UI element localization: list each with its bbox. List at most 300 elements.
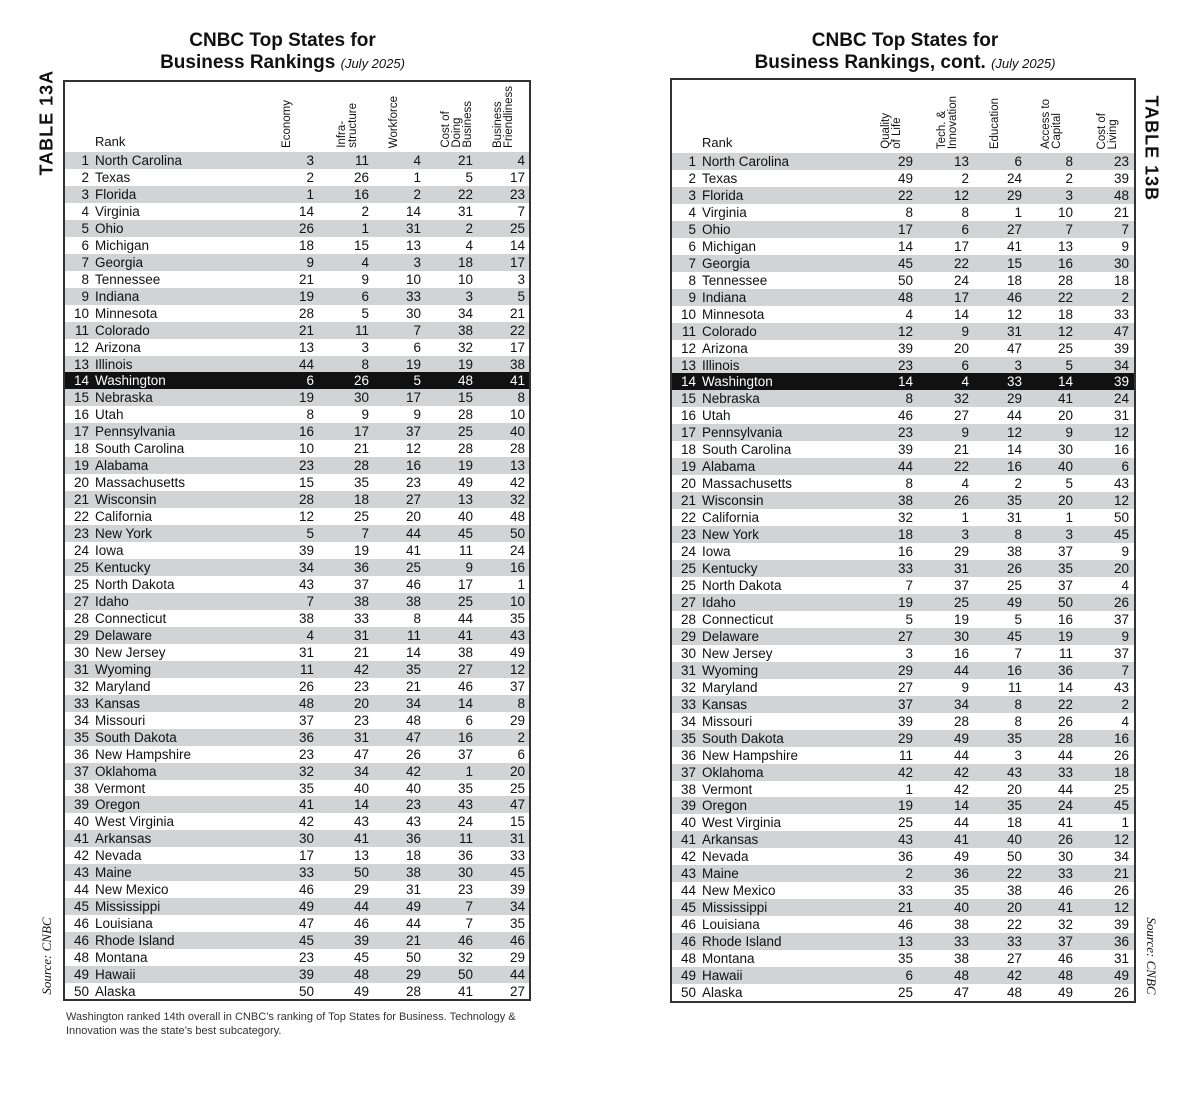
rank-cell: 21 (405, 678, 421, 694)
rank-cell: 6 (961, 357, 969, 373)
rank-cell: 5 (905, 611, 913, 627)
rank-value: 36 (73, 746, 89, 762)
table-row (65, 339, 529, 356)
rank-cell: 41 (457, 984, 473, 1000)
rank-cell: 19 (298, 390, 314, 406)
rank-cell: 17 (509, 169, 525, 185)
rank-cell: 47 (1113, 323, 1129, 339)
rank-cell: 2 (905, 866, 913, 882)
rank-value: 25 (73, 577, 89, 592)
rank-cell: 7 (465, 899, 473, 915)
rank-header: Rank (702, 135, 733, 150)
rank-cell: 18 (457, 254, 473, 270)
rank-cell: 33 (897, 561, 913, 577)
rank-cell: 31 (1006, 323, 1022, 339)
rank-cell: 25 (953, 594, 969, 610)
rank-cell: 39 (298, 543, 314, 559)
rank-cell: 38 (897, 493, 913, 509)
rank-cell: 34 (1113, 849, 1129, 865)
rank-cell: 13 (298, 339, 314, 355)
table-row (672, 747, 1134, 764)
rank-cell: 49 (897, 170, 913, 186)
rank-cell: 20 (405, 509, 421, 525)
state-name: Missouri (702, 713, 753, 729)
rank-cell: 8 (1014, 696, 1022, 712)
rank-value: 27 (73, 593, 89, 609)
rank-cell: 14 (953, 798, 969, 814)
rank-value: 31 (680, 662, 696, 678)
rank-cell: 40 (1006, 832, 1022, 848)
table-row (65, 661, 529, 678)
rank-cell: 9 (1121, 238, 1129, 254)
rank-cell: 47 (953, 985, 969, 1001)
rank-cell: 6 (1014, 154, 1022, 169)
right-title (720, 30, 1090, 75)
rank-cell: 43 (298, 577, 314, 592)
rank-cell: 3 (1014, 747, 1022, 763)
rank-cell: 50 (1113, 510, 1129, 526)
rank-cell: 31 (405, 220, 421, 236)
rank-value: 1 (688, 154, 696, 169)
rank-value: 35 (680, 730, 696, 746)
rank-value: 32 (73, 678, 89, 694)
table-row (65, 949, 529, 966)
state-name: Montana (702, 951, 755, 967)
table-row (672, 407, 1134, 424)
rank-value: 36 (680, 747, 696, 763)
rank-cell: 22 (953, 459, 969, 475)
rank-cell: 43 (353, 814, 369, 830)
state-name: Indiana (95, 288, 140, 304)
rank-cell: 14 (353, 797, 369, 813)
rank-cell: 42 (1006, 968, 1022, 984)
state-name: New York (702, 527, 760, 543)
rank-cell: 49 (509, 644, 525, 660)
state-name: Vermont (702, 781, 753, 797)
rank-cell: 23 (298, 458, 314, 474)
rank-cell: 2 (1121, 289, 1129, 305)
rank-cell: 42 (953, 764, 969, 780)
rank-cell: 36 (405, 831, 421, 847)
rank-cell: 1 (1121, 815, 1129, 831)
rank-cell: 41 (1057, 391, 1073, 407)
rank-cell: 30 (405, 305, 421, 321)
rank-cell: 5 (306, 526, 314, 542)
rank-cell: 21 (509, 305, 525, 321)
rank-cell: 43 (509, 627, 525, 643)
state-name: Arkansas (702, 832, 759, 848)
table-row (672, 204, 1134, 221)
rank-cell: 8 (905, 476, 913, 492)
rank-value: 5 (81, 220, 89, 236)
table-13a (63, 80, 531, 1001)
rank-value: 37 (73, 763, 89, 779)
rank-cell: 25 (1057, 340, 1073, 356)
rank-value: 10 (73, 305, 89, 321)
rank-cell: 10 (457, 271, 473, 287)
rank-value: 43 (73, 865, 89, 881)
rank-cell: 35 (298, 780, 314, 796)
rank-cell: 39 (298, 967, 314, 983)
rank-cell: 25 (509, 780, 525, 796)
rank-cell: 9 (361, 407, 369, 423)
state-name: South Carolina (95, 441, 185, 457)
rank-cell: 3 (306, 153, 314, 168)
rank-cell: 28 (1057, 272, 1073, 288)
rank-cell: 5 (413, 373, 421, 389)
rank-value: 16 (680, 408, 696, 424)
left-title-date: (July 2025) (340, 56, 405, 71)
rank-value: 8 (688, 272, 696, 288)
rank-cell: 8 (1014, 527, 1022, 543)
rank-cell: 3 (413, 254, 421, 270)
rank-cell: 8 (517, 695, 525, 711)
rank-cell: 7 (413, 322, 421, 338)
table-row (672, 306, 1134, 323)
table-row (672, 577, 1134, 594)
rank-cell: 19 (457, 356, 473, 372)
rank-cell: 17 (509, 254, 525, 270)
rank-cell: 33 (897, 883, 913, 899)
rank-cell: 8 (413, 610, 421, 626)
rank-value: 20 (680, 476, 696, 492)
rank-cell: 39 (897, 340, 913, 356)
rank-cell: 38 (405, 593, 421, 609)
rank-value: 25 (73, 560, 89, 576)
rank-cell: 9 (361, 271, 369, 287)
state-name: Wisconsin (702, 493, 764, 509)
table-row (65, 610, 529, 627)
table-row (65, 389, 529, 406)
table-row (672, 238, 1134, 255)
rank-cell: 22 (509, 322, 525, 338)
rank-cell: 26 (298, 678, 314, 694)
rank-cell: 8 (517, 390, 525, 406)
rank-cell: 35 (1006, 798, 1022, 814)
rank-cell: 21 (353, 644, 369, 660)
rank-cell: 44 (953, 747, 969, 763)
rank-cell: 18 (405, 848, 421, 864)
state-name: Iowa (95, 543, 124, 559)
rank-cell: 47 (405, 729, 421, 745)
rank-value: 20 (73, 475, 89, 491)
rank-cell: 41 (457, 627, 473, 643)
right-source: Source: CNBC (1144, 917, 1159, 995)
rank-cell: 9 (1121, 544, 1129, 560)
table-row (672, 560, 1134, 577)
state-name: Mississippi (702, 900, 768, 916)
rank-cell: 16 (457, 729, 473, 745)
rank-cell: 35 (405, 661, 421, 677)
rank-cell: 17 (298, 848, 314, 864)
state-name: Michigan (95, 237, 150, 253)
rank-cell: 49 (1057, 985, 1073, 1001)
column-header: Workforce (388, 95, 400, 148)
rank-cell: 2 (465, 220, 473, 236)
state-name: Kentucky (702, 561, 758, 577)
rank-cell: 48 (953, 968, 969, 984)
rank-cell: 3 (465, 288, 473, 304)
rank-cell: 17 (353, 424, 369, 440)
rank-value: 18 (680, 442, 696, 458)
state-name: Nevada (702, 849, 749, 865)
rank-cell: 1 (306, 186, 314, 202)
rank-cell: 44 (1006, 408, 1022, 424)
state-name: Alabama (702, 459, 756, 475)
rank-cell: 29 (353, 882, 369, 898)
rank-value: 6 (81, 237, 89, 253)
table-row (672, 458, 1134, 475)
rank-cell: 46 (405, 577, 421, 592)
rank-value: 16 (73, 407, 89, 423)
rank-value: 24 (680, 544, 696, 560)
column-header: Cost of Living (1096, 112, 1119, 149)
rank-cell: 14 (405, 644, 421, 660)
rank-cell: 3 (361, 339, 369, 355)
table-row (672, 509, 1134, 526)
rank-cell: 39 (1113, 340, 1129, 356)
rank-cell: 23 (405, 475, 421, 491)
state-name: Oregon (702, 798, 748, 814)
rank-cell: 3 (1014, 357, 1022, 373)
rank-cell: 46 (1057, 883, 1073, 899)
rank-value: 50 (73, 984, 89, 1000)
rank-cell: 19 (1057, 628, 1073, 644)
table-row (672, 781, 1134, 798)
rank-value: 30 (680, 645, 696, 661)
state-name: Ohio (95, 220, 124, 236)
rank-cell: 45 (1006, 628, 1022, 644)
table-row (65, 796, 529, 813)
table-row (65, 898, 529, 915)
table-row (65, 254, 529, 271)
rank-cell: 10 (509, 407, 525, 423)
rank-cell: 3 (905, 645, 913, 661)
table-row (672, 153, 1134, 170)
rank-cell: 1 (361, 220, 369, 236)
rank-cell: 19 (897, 798, 913, 814)
state-name: Alabama (95, 458, 149, 474)
rank-cell: 25 (457, 424, 473, 440)
table-row (65, 440, 529, 457)
table-row (65, 678, 529, 695)
rank-cell: 3 (961, 527, 969, 543)
rank-cell: 16 (1006, 459, 1022, 475)
rank-cell: 39 (897, 442, 913, 458)
state-name: Idaho (702, 594, 736, 610)
left-source: Source: CNBC (39, 917, 54, 995)
rank-value: 41 (680, 832, 696, 848)
rank-cell: 1 (1014, 204, 1022, 220)
rank-cell: 23 (897, 425, 913, 441)
rank-cell: 1 (905, 781, 913, 797)
rank-value: 3 (81, 186, 89, 202)
rank-cell: 23 (298, 950, 314, 966)
rank-cell: 2 (306, 169, 314, 185)
state-name: Washington (95, 373, 166, 389)
table-row (65, 830, 529, 847)
rank-value: 41 (73, 831, 89, 847)
rank-cell: 50 (457, 967, 473, 983)
rank-value: 25 (680, 561, 696, 577)
rank-cell: 43 (457, 797, 473, 813)
rank-value: 17 (680, 425, 696, 441)
table-row (672, 696, 1134, 713)
rank-cell: 30 (298, 831, 314, 847)
state-name: Nevada (95, 848, 142, 864)
rank-cell: 23 (353, 678, 369, 694)
rank-cell: 31 (1006, 510, 1022, 526)
rank-cell: 31 (953, 561, 969, 577)
rank-cell: 26 (405, 746, 421, 762)
table-row (65, 508, 529, 525)
rank-value: 22 (73, 509, 89, 525)
rank-cell: 16 (1113, 730, 1129, 746)
rank-value: 34 (73, 712, 89, 728)
rank-value: 21 (73, 492, 89, 508)
rank-cell: 41 (298, 797, 314, 813)
rank-cell: 34 (457, 305, 473, 321)
rank-cell: 14 (457, 695, 473, 711)
rank-cell: 14 (1057, 374, 1073, 390)
rank-cell: 18 (1057, 306, 1073, 322)
rank-cell: 44 (1057, 781, 1073, 797)
right-title-date: (July 2025) (991, 56, 1056, 71)
rank-cell: 25 (1006, 578, 1022, 593)
table-row (65, 983, 529, 1000)
rank-cell: 38 (509, 356, 525, 372)
table-row (65, 525, 529, 542)
rank-value: 30 (73, 644, 89, 660)
rank-cell: 12 (1113, 493, 1129, 509)
state-name: Pennsylvania (702, 425, 783, 441)
rank-cell: 46 (897, 408, 913, 424)
table-row (672, 373, 1134, 390)
table-13b-label: TABLE 13B (1141, 95, 1162, 202)
table-row (65, 712, 529, 729)
rank-cell: 31 (405, 882, 421, 898)
state-name: Oregon (95, 797, 141, 813)
state-name: Indiana (702, 289, 747, 305)
rank-cell: 23 (353, 712, 369, 728)
rank-cell: 24 (1113, 391, 1129, 407)
rank-cell: 28 (953, 713, 969, 729)
rank-cell: 33 (1057, 866, 1073, 882)
rank-cell: 44 (953, 815, 969, 831)
state-name: Colorado (702, 323, 757, 339)
rank-cell: 33 (1113, 306, 1129, 322)
rank-cell: 32 (298, 763, 314, 779)
rank-cell: 23 (298, 746, 314, 762)
rank-cell: 15 (353, 237, 369, 253)
rank-cell: 43 (1113, 476, 1129, 492)
rank-cell: 10 (298, 441, 314, 457)
rank-cell: 18 (298, 237, 314, 253)
table-row (672, 390, 1134, 407)
rank-cell: 33 (405, 288, 421, 304)
rank-cell: 33 (298, 865, 314, 881)
rank-cell: 21 (897, 900, 913, 916)
rank-value: 5 (688, 221, 696, 237)
left-title-line1: CNBC Top States for (189, 30, 376, 51)
rank-cell: 20 (353, 695, 369, 711)
rank-cell: 23 (509, 186, 525, 202)
column-header: Education (989, 97, 1001, 149)
rank-cell: 35 (953, 883, 969, 899)
rank-cell: 21 (298, 271, 314, 287)
rank-cell: 34 (1113, 357, 1129, 373)
rank-cell: 24 (509, 543, 525, 559)
rank-cell: 48 (353, 967, 369, 983)
table-row (672, 797, 1134, 814)
table-row (672, 628, 1134, 645)
rank-cell: 14 (953, 306, 969, 322)
rank-cell: 2 (1121, 696, 1129, 712)
rank-cell: 27 (897, 679, 913, 695)
rank-cell: 36 (1113, 934, 1129, 950)
rank-cell: 30 (1113, 255, 1129, 271)
table-row (672, 221, 1134, 238)
rank-cell: 11 (1007, 679, 1022, 695)
rank-value: 9 (688, 289, 696, 305)
rank-cell: 46 (1006, 289, 1022, 305)
rank-cell: 48 (897, 289, 913, 305)
rank-cell: 9 (1065, 425, 1073, 441)
rank-cell: 35 (509, 916, 525, 932)
state-name: Vermont (95, 780, 146, 796)
rank-cell: 1 (1065, 510, 1073, 526)
state-name: Delaware (95, 627, 153, 643)
rank-cell: 29 (1006, 391, 1022, 407)
rank-value: 38 (73, 780, 89, 796)
state-name: Michigan (702, 238, 757, 254)
rank-cell: 20 (1006, 781, 1022, 797)
rank-cell: 21 (405, 933, 421, 949)
right-title-line2: Business Rankings, cont. (754, 52, 986, 73)
rank-cell: 5 (1065, 357, 1073, 373)
rank-cell: 17 (509, 339, 525, 355)
table-row (672, 289, 1134, 306)
state-name: Maine (702, 866, 739, 882)
rank-cell: 16 (298, 424, 314, 440)
rank-cell: 25 (897, 815, 913, 831)
rank-cell: 21 (298, 322, 314, 338)
rank-cell: 8 (1014, 713, 1022, 729)
rank-cell: 12 (953, 187, 969, 203)
rank-cell: 7 (306, 593, 314, 609)
rank-cell: 15 (1006, 255, 1022, 271)
rank-value: 12 (680, 340, 696, 356)
rank-value: 7 (81, 254, 89, 270)
table-row (65, 864, 529, 881)
rank-cell: 7 (1014, 645, 1022, 661)
rank-cell: 1 (413, 169, 421, 185)
rank-cell: 10 (1057, 204, 1073, 220)
rank-cell: 44 (1057, 747, 1073, 763)
rank-cell: 46 (298, 882, 314, 898)
rank-cell: 26 (953, 493, 969, 509)
rank-cell: 47 (1006, 340, 1022, 356)
rank-value: 22 (680, 510, 696, 526)
rank-cell: 11 (406, 627, 421, 643)
rank-value: 43 (680, 866, 696, 882)
rank-value: 42 (73, 848, 89, 864)
table-row (672, 679, 1134, 696)
rank-value: 45 (73, 899, 89, 915)
state-name: North Dakota (95, 577, 175, 592)
rank-cell: 25 (509, 220, 525, 236)
rank-cell: 13 (457, 492, 473, 508)
